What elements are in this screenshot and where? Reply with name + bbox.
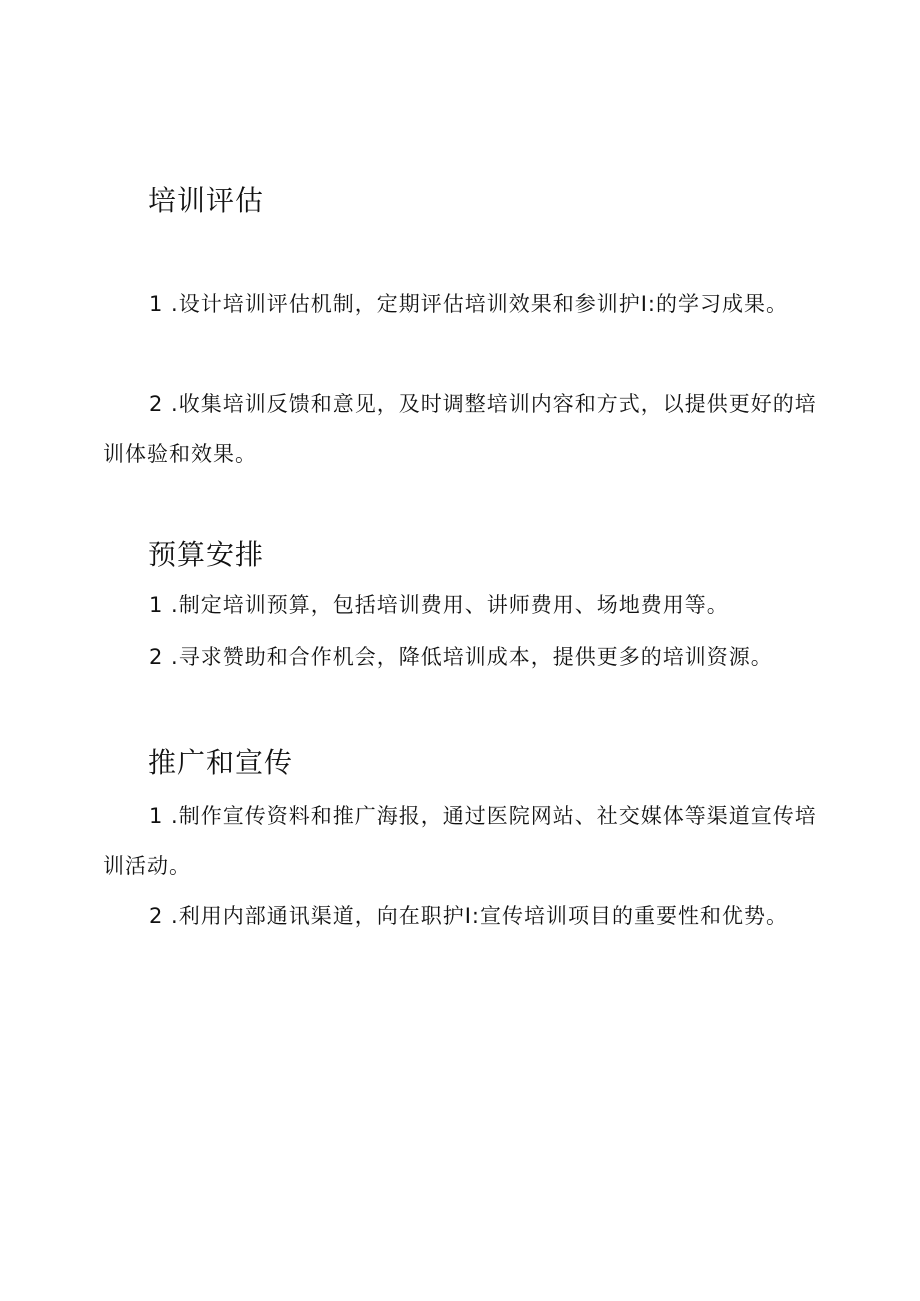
list-item: 2 .寻求赞助和合作机会，降低培训成本，提供更多的培训资源。 (149, 645, 773, 669)
list-item: 1 .制定培训预算，包括培训费用、讲师费用、场地费用等。 (149, 593, 729, 617)
list-item: 1 .制作宣传资料和推广海报，通过医院网站、社交媒体等渠道宣传培训活动。 (103, 804, 817, 878)
section-heading-promotion: 推广和宣传 (148, 746, 294, 779)
list-item: 2 .收集培训反馈和意见，及时调整培训内容和方式，以提供更好的培训体验和效果。 (103, 392, 817, 466)
list-item: 1 .设计培训评估机制，定期评估培训效果和参训护I:的学习成果。 (149, 292, 788, 316)
section-heading-budget: 预算安排 (148, 538, 265, 571)
list-item: 2 .利用内部通讯渠道，向在职护I:宣传培训项目的重要性和优势。 (149, 904, 788, 928)
section-heading-training-evaluation: 培训评估 (148, 184, 265, 217)
